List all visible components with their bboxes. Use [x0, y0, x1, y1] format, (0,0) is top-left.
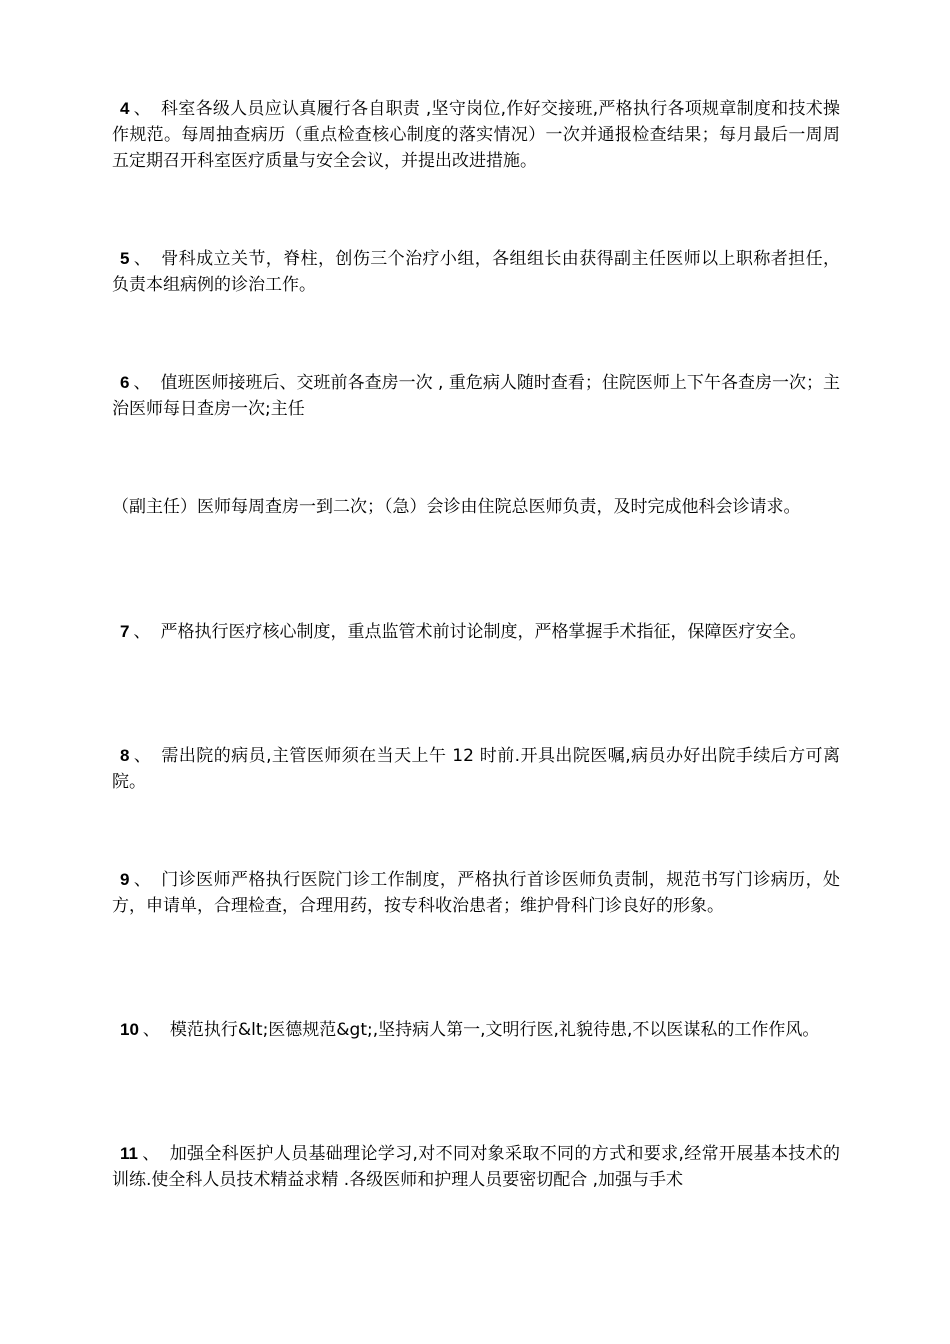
- paragraph-number: 10: [120, 1020, 139, 1039]
- paragraph-7: [112, 619, 840, 645]
- paragraph-6-continued: [112, 494, 840, 520]
- paragraph-text: 门诊医师严格执行医院门诊工作制度，严格执行首诊医师负责制，规范书写门诊病历，处方，申请单，合理检查，合理用药，按专科收治患者；维护骨科门诊良好的形象。: [112, 870, 840, 916]
- paragraph-number: 6: [120, 373, 130, 392]
- paragraph-text: 科室各级人员应认真履行各自职责 ,坚守岗位,作好交接班,严格执行各项规章制度和技术操作规范。每周抽查病历（重点检查核心制度的落实情况）一次并通报检查结果；每月最后一周周五定期召开科室医疗质量与安全会议，并提出改进措施。: [112, 99, 840, 171]
- paragraph-number: 7: [120, 622, 130, 641]
- paragraph-separator: 、: [133, 249, 152, 269]
- paragraph-9: [112, 867, 840, 919]
- paragraph-8: [112, 743, 840, 795]
- paragraph-number: 11: [120, 1144, 138, 1163]
- paragraph-4: [112, 96, 840, 174]
- paragraph-text: 模范执行&lt;医德规范&gt;,坚持病人第一,文明行医,礼貌待患,不以医谋私的工作作风。: [169, 1020, 820, 1040]
- paragraph-number: 9: [120, 870, 130, 889]
- paragraph-11: [112, 1141, 840, 1193]
- paragraph-separator: 、: [133, 373, 151, 393]
- paragraph-number: 4: [120, 99, 130, 118]
- paragraph-separator: 、: [142, 1020, 160, 1040]
- paragraph-5: [112, 246, 840, 298]
- paragraph-number: 5: [120, 249, 130, 268]
- paragraph-text: 值班医师接班后、交班前各查房一次 , 重危病人随时查看；住院医师上下午各查房一次；主治医师每日查房一次;主任: [112, 373, 840, 419]
- paragraph-separator: 、: [133, 746, 152, 766]
- paragraph-separator: 、: [133, 99, 152, 119]
- paragraph-10: [112, 1017, 840, 1043]
- paragraph-separator: 、: [133, 622, 151, 642]
- paragraph-number: 8: [120, 746, 130, 765]
- paragraph-text: （副主任）医师每周查房一到二次；（急）会诊由住院总医师负责，及时完成他科会诊请求。: [112, 497, 801, 517]
- paragraph-separator: 、: [141, 1144, 160, 1164]
- paragraph-text: 严格执行医疗核心制度，重点监管术前讨论制度，严格掌握手术指征，保障医疗安全。: [160, 622, 807, 642]
- paragraph-6: [112, 370, 840, 422]
- paragraph-text: 加强全科医护人员基础理论学习,对不同对象采取不同的方式和要求,经常开展基本技术的训练.使全科人员技术精益求精 .各级医师和护理人员要密切配合 ,加强与手术: [112, 1144, 841, 1190]
- paragraph-separator: 、: [133, 870, 152, 890]
- paragraph-text: 骨科成立关节，脊柱，创伤三个治疗小组，各组组长由获得副主任医师以上职称者担任，负责本组病例的诊治工作。: [112, 249, 840, 295]
- paragraph-text: 需出院的病员,主管医师须在当天上午 12 时前.开具出院医嘱,病员办好出院手续后方可离院。: [112, 746, 841, 792]
